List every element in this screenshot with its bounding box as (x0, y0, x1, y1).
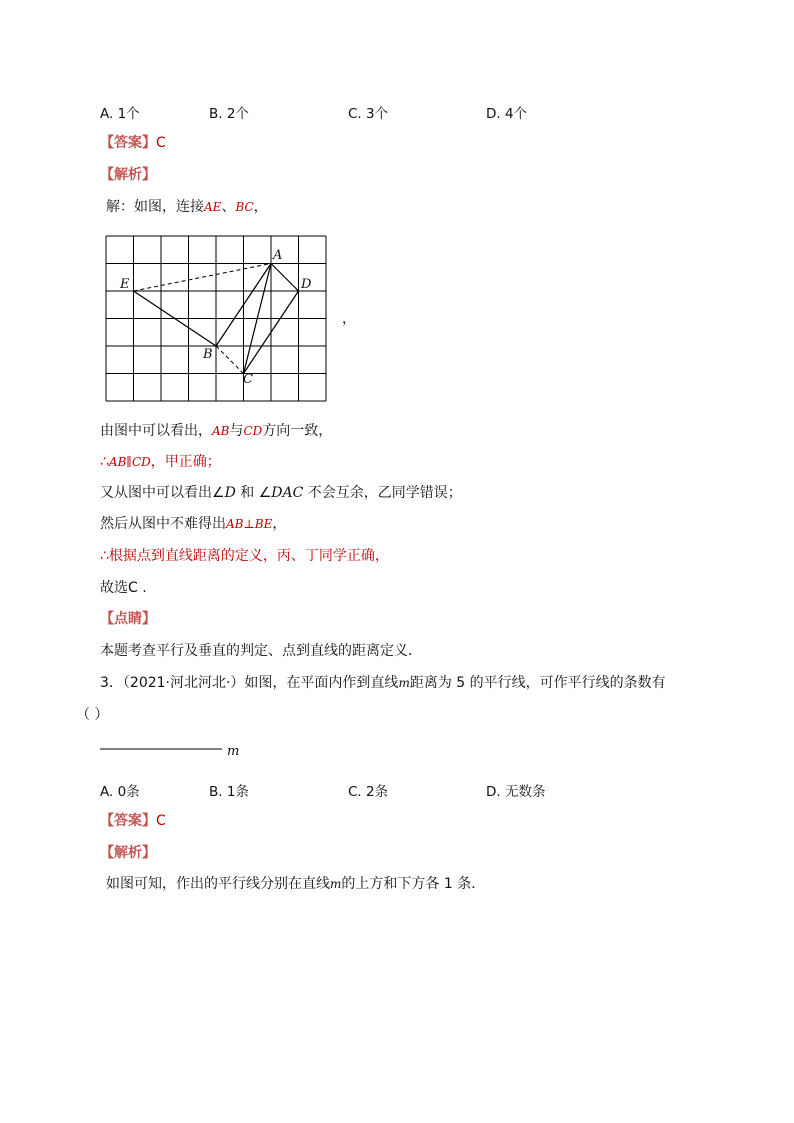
option-b: B. 2个 (209, 106, 249, 122)
point-label-d: D (301, 277, 312, 292)
l4-pre: 然后从图中不难得出 (100, 516, 226, 532)
l1-post: 方向一致， (262, 423, 333, 439)
explain-line-3 (100, 483, 462, 503)
explain-line-5: ∴根据点到直线距离的定义，丙、丁同学正确， (100, 548, 389, 564)
sol-intro-text: 解：如图，连接 (106, 199, 204, 215)
q3-answer-tag: 【答案】 (100, 813, 156, 829)
q3-stem-m: m (398, 676, 410, 690)
q3-analysis-tag: 【解析】 (100, 845, 156, 861)
solution-intro (106, 197, 268, 217)
l4-rel: AB⊥BE (226, 517, 273, 531)
l3-pre: 又从图中可以看出∠ (100, 485, 225, 501)
l3-angle-dac: DAC (271, 485, 304, 501)
q3-stem (100, 673, 666, 693)
point-label-b: B (203, 347, 213, 362)
l3-post: 不会互余，乙同学错误； (303, 485, 462, 501)
answer-tag: 【答案】 (100, 135, 156, 151)
q3-option-c: C. 2条 (348, 784, 389, 800)
l2-rel: AB∥CD (108, 455, 151, 469)
answer-line (100, 133, 166, 153)
comment-text: 本题考查平行及垂直的判定、点到直线的距离定义． (100, 643, 422, 659)
q3-blank: （ ） (76, 707, 109, 723)
l1-cd: CD (243, 424, 263, 438)
explain-line-1 (100, 421, 332, 441)
q3-option-b: B. 1条 (209, 784, 249, 800)
grid-figure (100, 230, 340, 405)
l2-pre: ∴ (100, 454, 109, 470)
l3-angle-d: D (224, 485, 236, 501)
explain-line-2 (100, 452, 221, 472)
q3-stem-pre: 3．（2021·河北河北·）如图，在平面内作到直线 (100, 675, 399, 691)
option-d: D. 4个 (486, 106, 528, 122)
figure-comma: ， (342, 311, 356, 327)
q3-answer-value: C (156, 813, 166, 829)
analysis-tag: 【解析】 (100, 167, 156, 183)
l4-post: ， (272, 516, 287, 532)
grid-lines (106, 236, 326, 401)
comment-tag-line (100, 609, 156, 629)
l1-ab: AB (212, 424, 230, 438)
l1-pre: 由图中可以看出， (100, 423, 212, 439)
option-c: C. 3个 (348, 106, 389, 122)
q3-solution (106, 874, 485, 894)
l1-mid: 与 (229, 423, 244, 439)
q3-sol-post: 的上方和下方各 1 条． (341, 876, 486, 892)
q3-analysis-tag-line (100, 843, 156, 863)
sol-sep: 、 (221, 199, 236, 215)
segment-ae: AE (204, 200, 222, 214)
segment-bc: BC (235, 200, 254, 214)
point-label-c: C (243, 372, 253, 387)
q3-option-d: D. 无数条 (486, 784, 546, 800)
answer-value: C (156, 135, 166, 151)
sol-end: ， (253, 199, 268, 215)
q3-answer-line (100, 811, 166, 831)
explain-line-6: 故选C . (100, 580, 147, 596)
q3-sol-pre: 如图可知，作出的平行线分别在直线 (106, 876, 330, 892)
point-label-a: A (273, 248, 283, 263)
analysis-tag-line (100, 165, 156, 185)
line-m-label: m (227, 744, 240, 759)
q3-option-a: A. 0条 (100, 784, 140, 800)
segment-bc-dashed (216, 346, 244, 374)
l2-post: ，甲正确； (150, 454, 221, 470)
segment-ad (271, 264, 299, 292)
l3-mid: 和 ∠ (235, 485, 272, 501)
line-m-figure (100, 738, 250, 760)
point-label-e: E (120, 277, 130, 292)
option-a: A. 1个 (100, 106, 140, 122)
q3-sol-m: m (330, 877, 342, 891)
explain-line-4 (100, 514, 286, 534)
segment-ae-dashed (134, 264, 272, 292)
comment-tag: 【点睛】 (100, 611, 156, 627)
q3-stem-post: 距离为 5 的平行线，可作平行线的条数有 (409, 675, 666, 691)
